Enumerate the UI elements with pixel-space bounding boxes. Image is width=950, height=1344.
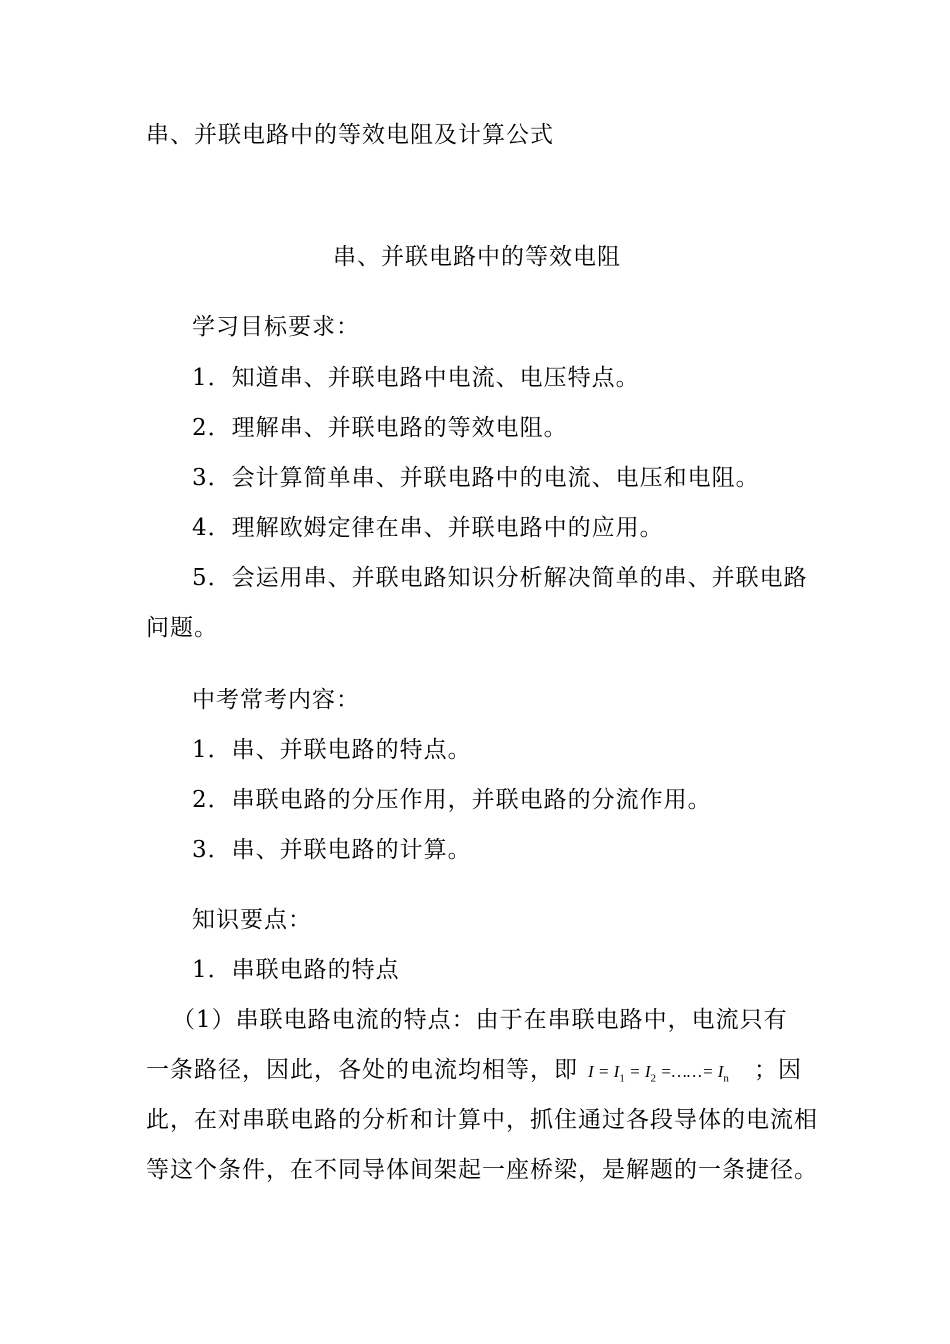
- knowledge-subheading: 1．串联电路的特点: [192, 957, 400, 983]
- exam-item: 3．串、并联电路的计算。: [192, 837, 472, 863]
- objective-item: 5．会运用串、并联电路知识分析解决简单的串、并联电路: [192, 565, 808, 591]
- objective-item: 4．理解欧姆定律在串、并联电路中的应用。: [192, 515, 664, 541]
- paragraph-line: ；因: [754, 1057, 802, 1083]
- knowledge-label: 知识要点：: [192, 907, 312, 933]
- paragraph-line: 此，在对串联电路的分析和计算中，抓住通过各段导体的电流相: [146, 1107, 818, 1133]
- section-heading: 串、并联电路中的等效电阻: [333, 244, 621, 270]
- document-title: 串、并联电路中的等效电阻及计算公式: [146, 122, 554, 148]
- exam-item: 2．串联电路的分压作用，并联电路的分流作用。: [192, 787, 712, 813]
- paragraph-line: 一条路径，因此，各处的电流均相等，即: [146, 1057, 578, 1083]
- current-formula: $I = I_1 = I_2$ =……= $I_n$: [588, 1062, 729, 1085]
- objective-item: 2．理解串、并联电路的等效电阻。: [192, 415, 568, 441]
- objective-item: 1．知道串、并联电路中电流、电压特点。: [192, 365, 640, 391]
- exam-item: 1．串、并联电路的特点。: [192, 737, 472, 763]
- objective-item: 3．会计算简单串、并联电路中的电流、电压和电阻。: [192, 465, 760, 491]
- paragraph-line: 等这个条件，在不同导体间架起一座桥梁，是解题的一条捷径。: [146, 1157, 818, 1183]
- exam-label: 中考常考内容：: [192, 687, 360, 713]
- objectives-label: 学习目标要求：: [192, 314, 360, 340]
- objective-item-continuation: 问题。: [146, 615, 218, 641]
- paragraph-line: （1）串联电路电流的特点：由于在串联电路中，电流只有: [172, 1007, 788, 1033]
